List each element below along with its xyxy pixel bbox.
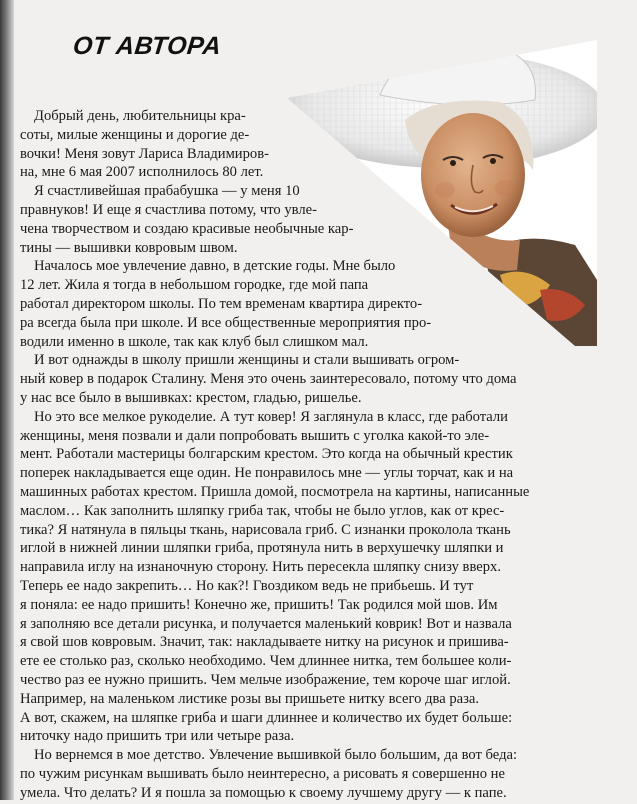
text-line: машинных работах крестом. Пришла домой, посмотрела на картины, написанные bbox=[20, 484, 530, 500]
text-line: И вот однажды в школу пришли женщины и стали вышивать огром- bbox=[34, 352, 460, 369]
text-line: Например, на маленьком листике розы вы пришьете нитку всего два раза. bbox=[20, 690, 480, 707]
text-line: Но вернемся в мое детство. Увлечение вышивкой было большим, да вот беда: bbox=[34, 747, 518, 764]
text-line: у нас все было в вышивках: крестом, гладью, ришелье. bbox=[20, 390, 362, 406]
text-line: А вот, скажем, на шляпке гриба и шаги длиннее и количество их будет больше: bbox=[20, 709, 513, 726]
text-line: Началось мое увлечение давно, в детские годы. Мне было bbox=[34, 258, 396, 275]
page-title: ОТ АВТОРА bbox=[71, 32, 223, 60]
text-line: я свой шов ковровым. Значит, так: накладываете нитку на рисунок и пришива- bbox=[20, 634, 509, 651]
text-line: направила иглу на изнаночную сторону. Нить пересекла шляпку снизу вверх. bbox=[20, 559, 501, 576]
text-line: 12 лет. Жила я тогда в небольшом городке, где мой папа bbox=[20, 277, 369, 294]
page-spine-shadow bbox=[0, 0, 14, 800]
text-line: умела. Что делать? И я пошла за помощью к своему лучшему другу — к папе. bbox=[20, 784, 507, 801]
text-line: правнуков! И еще я счастлива потому, что увле- bbox=[20, 202, 317, 218]
text-line: Я счастливейшая прабабушка — у меня 10 bbox=[34, 183, 300, 200]
text-line: мент. Работали мастерицы болгарским крестом. Это когда на обычный крестик bbox=[20, 446, 513, 463]
text-line: работал директором школы. По тем временам квартира директо- bbox=[20, 296, 423, 312]
text-line: на, мне 6 мая 2007 исполнилось 80 лет. bbox=[20, 164, 264, 181]
text-line: вочки! Меня зовут Лариса Владимиров- bbox=[20, 145, 269, 162]
text-line: чество раз ее нужно пришить. Чем мельче изображение, тем короче шаг иглой. bbox=[20, 672, 511, 688]
text-line: ный ковер в подарок Сталину. Меня это очень заинтересовало, потому что дома bbox=[20, 371, 517, 388]
text-line: я заполняю все детали рисунка, и получается маленький коврик! Вот и назвала bbox=[20, 615, 512, 632]
text-line: соты, милые женщины и дорогие де- bbox=[20, 126, 250, 143]
text-line: Но это все мелкое рукоделие. А тут ковер! Я заглянула в класс, где работали bbox=[34, 408, 508, 425]
text-line: Теперь ее надо закрепить… Но как?! Гвоздиком ведь не прибьешь. И тут bbox=[20, 578, 474, 594]
text-line: маслом… Как заполнить шляпку гриба так, чтобы не было углов, как от крес- bbox=[20, 502, 505, 519]
text-line: тика? Я натянула в пяльцы ткань, нарисовала гриб. С изнанки проколола ткань bbox=[20, 521, 511, 538]
text-line: водили именно в школе, так как клуб был слишком мал. bbox=[20, 333, 369, 350]
text-line: тины — вышивки ковровым швом. bbox=[20, 239, 238, 256]
text-line: иглой в нижней линии шляпки гриба, протянула нить в верхушечку шляпки и bbox=[20, 540, 504, 557]
text-line: Добрый день, любительницы кра- bbox=[34, 108, 246, 124]
text-line: по чужим рисункам вышивать было неинтересно, а рисовать я совершенно не bbox=[20, 766, 505, 782]
text-line: поперек накладывается еще один. Не понравилось мне — углы торчат, как и на bbox=[20, 465, 514, 482]
text-line: ниточку надо пришить три или четыре раза. bbox=[20, 728, 295, 745]
text-line: чена творчеством и создаю красивые необычные кар- bbox=[20, 220, 354, 237]
text-line: ра всегда была при школе. И все общественные мероприятия про- bbox=[20, 314, 432, 331]
text-line: я поняла: ее надо пришить! Конечно же, пришить! Так родился мой шов. Им bbox=[20, 596, 498, 613]
text-line: женщины, меня позвали и дали попробовать вышить с уголка какой-то эле- bbox=[20, 427, 490, 444]
text-line: ете ее столько раз, сколько необходимо. Чем длиннее нитка, тем большее коли- bbox=[20, 653, 512, 670]
